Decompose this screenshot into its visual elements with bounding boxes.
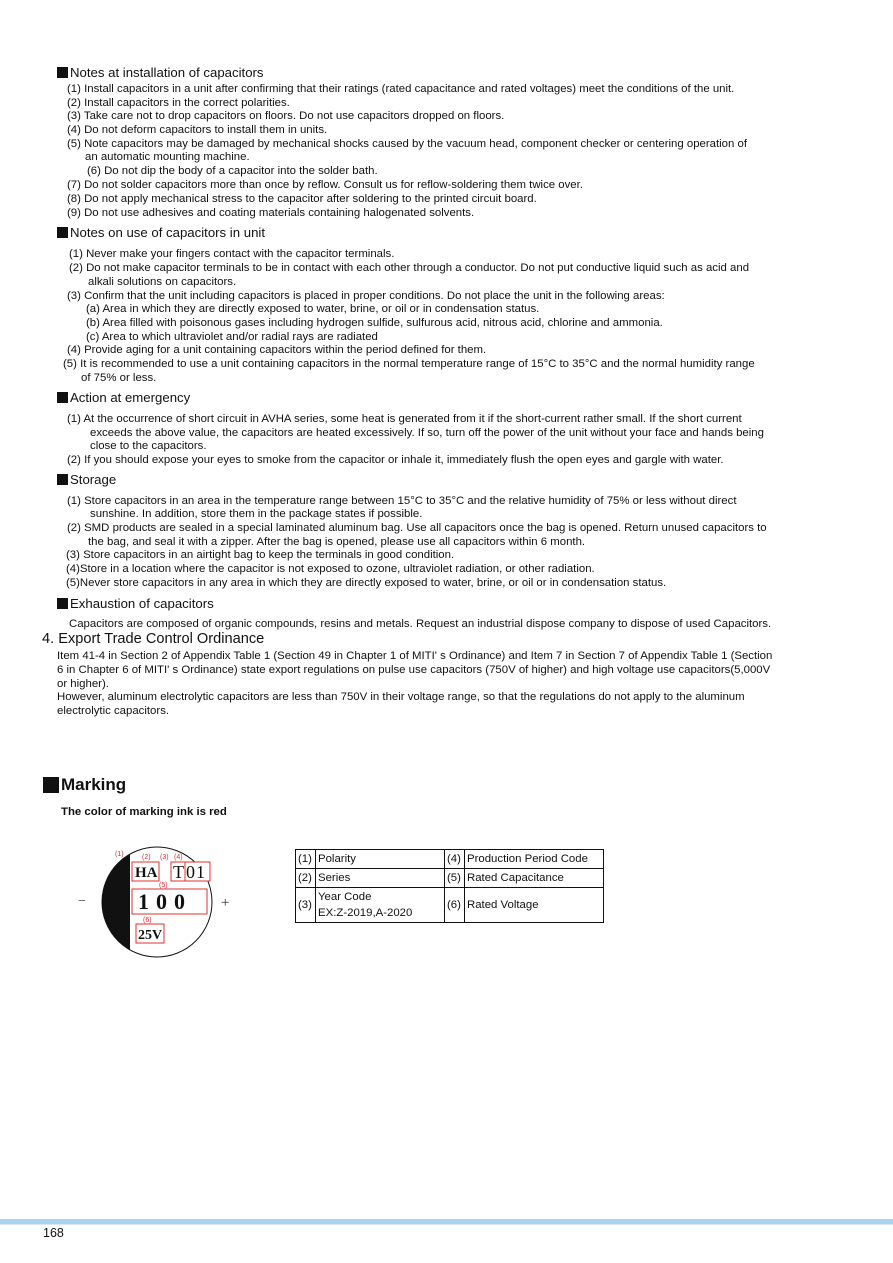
negative-stripe bbox=[95, 845, 130, 960]
installation-item: (8) Do not apply mechanical stress to the capacitor after soldering to the printed circuit board. bbox=[67, 193, 537, 205]
use-item: (1) Never make your fingers contact with the capacitor terminals. bbox=[69, 248, 395, 260]
export-text: However, aluminum electrolytic capacitors are less than 750V in their voltage range, so that the regulations do not apply to the aluminum bbox=[57, 691, 745, 703]
square-bullet-icon bbox=[57, 598, 68, 609]
square-bullet-icon bbox=[57, 474, 68, 485]
marking-legend-table bbox=[295, 849, 604, 923]
section-heading-storage bbox=[57, 472, 116, 487]
section-title: Notes on use of capacitors in unit bbox=[70, 225, 265, 240]
emergency-item-cont: exceeds the above value, the capacitors are heated excessively. If so, turn off the power of the unit without your face and hands being bbox=[90, 427, 764, 439]
table-row bbox=[296, 850, 604, 869]
installation-item: (9) Do not use adhesives and coating materials containing halogenated solvents. bbox=[67, 207, 475, 219]
section-heading-exhaustion bbox=[57, 596, 214, 611]
label-1: (1) bbox=[115, 851, 124, 858]
table-row bbox=[296, 869, 604, 888]
section-heading-use bbox=[57, 225, 265, 240]
square-bullet-icon bbox=[57, 67, 68, 78]
emergency-item-cont: close to the capacitors. bbox=[90, 440, 207, 452]
period-code: 01 bbox=[186, 862, 206, 882]
storage-item: (5)Never store capacitors in any area in which they are directly exposed to water, brine, or oil or in condensation status. bbox=[66, 577, 667, 589]
storage-item: (2) SMD products are sealed in a special laminated aluminum bag. Use all capacitors once the bag is opened. Return unused capacitors to bbox=[67, 522, 767, 534]
table-row bbox=[296, 888, 604, 923]
storage-item: (1) Store capacitors in an area in the temperature range between 15°C to 35°C and the relative humidity of 75% or less without direct bbox=[67, 495, 737, 507]
legend-label-example: EX:Z-2019,A-2020 bbox=[318, 907, 413, 919]
marking-title: Marking bbox=[61, 775, 127, 794]
installation-item: (5) Note capacitors may be damaged by mechanical shocks caused by the vacuum head, component checker or centering operation of bbox=[67, 138, 748, 150]
installation-item: (4) Do not deform capacitors to install them in units. bbox=[67, 124, 328, 136]
storage-item: (4)Store in a location where the capacitor is not exposed to ozone, ultraviolet radiation, or other radiation. bbox=[66, 563, 595, 575]
use-subitem: (a) Area in which they are directly exposed to water, brine, or oil or in condensation status. bbox=[86, 303, 540, 315]
square-bullet-icon bbox=[57, 392, 68, 403]
legend-number: (3) bbox=[296, 888, 316, 923]
installation-item: (2) Install capacitors in the correct polarities. bbox=[67, 97, 290, 109]
use-item: (5) It is recommended to use a unit containing capacitors in the normal temperature range of 15°C to 35°C and the normal humidity range bbox=[63, 358, 755, 370]
plus-sign: + bbox=[221, 895, 230, 911]
label-6: (6) bbox=[143, 917, 152, 924]
page-number: 168 bbox=[43, 1226, 64, 1240]
legend-label: Rated Capacitance bbox=[465, 869, 604, 888]
installation-item: (1) Install capacitors in a unit after confirming that their ratings (rated capacitance and rated voltages) meet the conditions of the unit. bbox=[67, 83, 735, 95]
export-heading: 4. Export Trade Control Ordinance bbox=[42, 631, 265, 647]
section-heading-emergency bbox=[57, 390, 190, 405]
use-item: (3) Confirm that the unit including capacitors is placed in proper conditions. Do not place the unit in the following areas: bbox=[67, 290, 665, 302]
legend-label: Production Period Code bbox=[465, 850, 604, 869]
section-title: Action at emergency bbox=[70, 390, 191, 405]
label-5: (5) bbox=[159, 882, 168, 889]
emergency-item: (1) At the occurrence of short circuit in AVHA series, some heat is generated from it if the short-current rather small. If the short current bbox=[67, 413, 742, 425]
series-code: HA bbox=[135, 865, 158, 881]
export-text: or higher). bbox=[57, 678, 109, 690]
export-text: 6 in Chapter 6 of MITI' s Ordinance) state export regulations on pulse use capacitors (750V of higher) and high voltage use capacitors(5,000V bbox=[57, 664, 771, 676]
year-code: T bbox=[173, 862, 184, 882]
capacitor-marking-diagram bbox=[75, 845, 245, 960]
legend-number: (5) bbox=[445, 869, 465, 888]
legend-label-multiline bbox=[316, 888, 445, 923]
footer-bar-thin bbox=[0, 1224, 893, 1225]
use-item-cont: of 75% or less. bbox=[81, 372, 157, 384]
storage-item-cont: sunshine. In addition, store them in the package states if possible. bbox=[90, 508, 423, 520]
section-heading-installation bbox=[57, 65, 264, 80]
use-item: (2) Do not make capacitor terminals to be in contact with each other through a conductor. Do not put conductive liquid such as acid and bbox=[69, 262, 750, 274]
storage-item-cont: the bag, and seal it with a zipper. After the bag is opened, please use all capacitors within 6 month. bbox=[88, 536, 586, 548]
legend-label: Rated Voltage bbox=[465, 888, 604, 923]
marking-heading bbox=[43, 775, 126, 795]
legend-label: Polarity bbox=[316, 850, 445, 869]
installation-item-cont: an automatic mounting machine. bbox=[85, 151, 250, 163]
use-item: (4) Provide aging for a unit containing capacitors within the period defined for them. bbox=[67, 344, 487, 356]
square-bullet-icon bbox=[43, 777, 59, 793]
marking-ink-note: The color of marking ink is red bbox=[61, 806, 227, 818]
export-text: Item 41-4 in Section 2 of Appendix Table 1 (Section 49 in Chapter 1 of MITI' s Ordinance) and Item 7 in Section 7 of Appendix Table 1 (Section bbox=[57, 650, 773, 662]
minus-sign: − bbox=[78, 894, 86, 909]
export-text: electrolytic capacitors. bbox=[57, 705, 170, 717]
section-title: Notes at installation of capacitors bbox=[70, 65, 264, 80]
installation-item: (7) Do not solder capacitors more than once by reflow. Consult us for reflow-soldering them twice over. bbox=[67, 179, 583, 191]
use-subitem: (b) Area filled with poisonous gases including hydrogen sulfide, sulfurous acid, nitrous acid, chlorine and ammonia. bbox=[86, 317, 663, 329]
section-title: Exhaustion of capacitors bbox=[70, 596, 214, 611]
legend-number: (4) bbox=[445, 850, 465, 869]
installation-item: (6) Do not dip the body of a capacitor into the solder bath. bbox=[87, 165, 378, 177]
voltage-code: 25V bbox=[138, 928, 163, 943]
label-2: (2) bbox=[142, 854, 151, 861]
legend-number: (2) bbox=[296, 869, 316, 888]
label-4: (4) bbox=[174, 854, 183, 861]
legend-label: Series bbox=[316, 869, 445, 888]
label-3: (3) bbox=[160, 854, 169, 861]
emergency-item: (2) If you should expose your eyes to smoke from the capacitor or inhale it, immediately flush the open eyes and gargle with water. bbox=[67, 454, 724, 466]
capacitance-code: 100 bbox=[138, 889, 192, 914]
section-title: Storage bbox=[70, 472, 117, 487]
use-subitem: (c) Area to which ultraviolet and/or radial rays are radiated bbox=[86, 331, 378, 343]
use-item-cont: alkali solutions on capacitors. bbox=[88, 276, 237, 288]
legend-number: (1) bbox=[296, 850, 316, 869]
square-bullet-icon bbox=[57, 227, 68, 238]
storage-item: (3) Store capacitors in an airtight bag to keep the terminals in good condition. bbox=[66, 549, 455, 561]
legend-number: (6) bbox=[445, 888, 465, 923]
exhaustion-text: Capacitors are composed of organic compounds, resins and metals. Request an industrial dispose company to dispose of used Capacitors. bbox=[69, 618, 772, 630]
legend-label: Year Code bbox=[318, 891, 372, 903]
installation-item: (3) Take care not to drop capacitors on floors. Do not use capacitors dropped on floors. bbox=[67, 110, 505, 122]
